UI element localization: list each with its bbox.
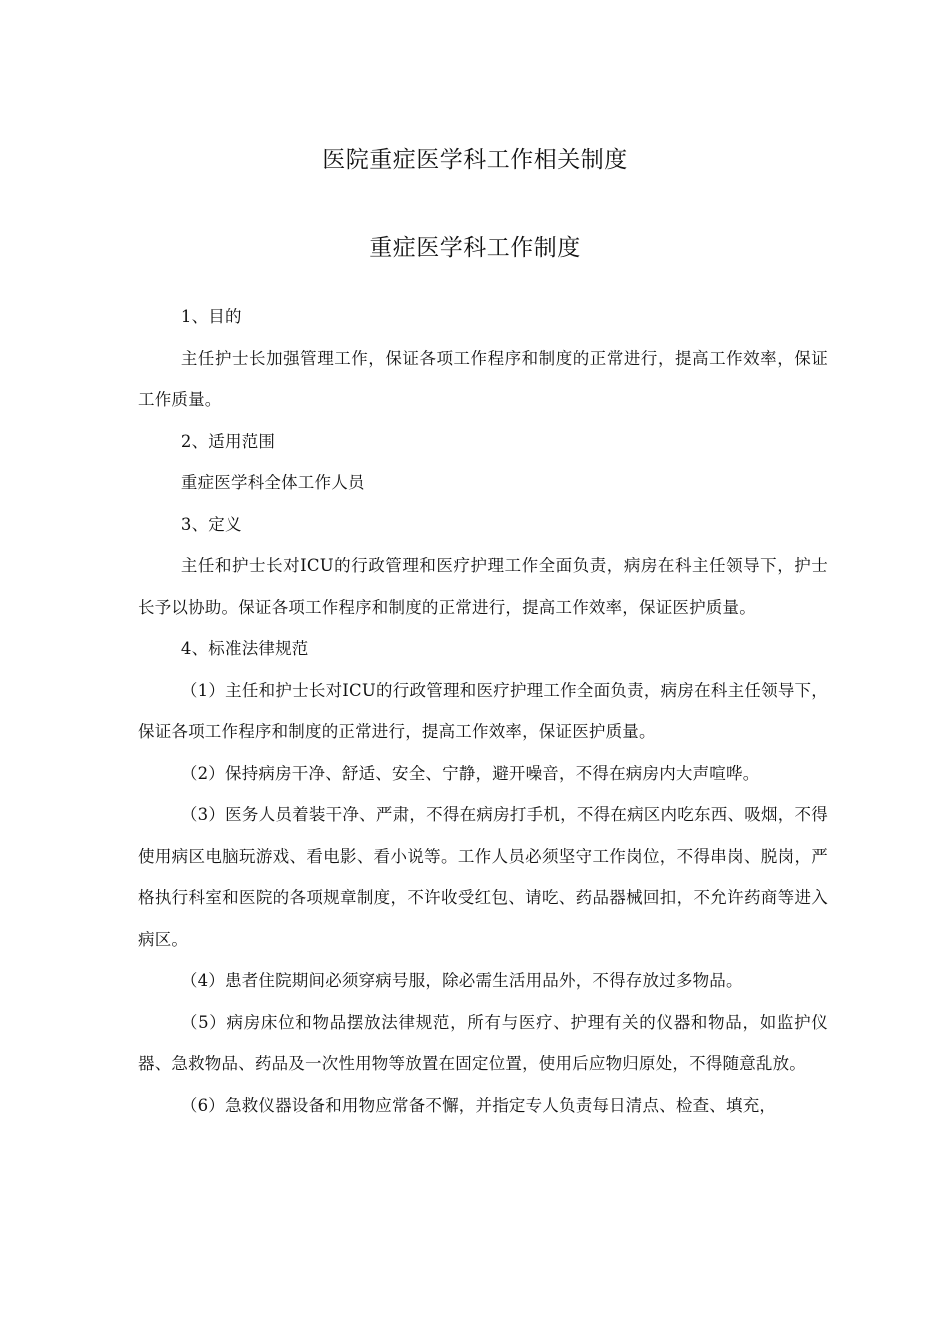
section-heading-standards: 4、标准法律规范 bbox=[180, 639, 309, 658]
paragraph-definition: 主任和护士长对ICU的行政管理和医疗护理工作全面负责，病房在科主任领导下，护士长予以协助。保证各项工作程序和制度的正常进行，提高工作效率，保证医护质量。 bbox=[138, 556, 828, 617]
rule-item-2: （2）保持病房干净、舒适、安全、宁静，避开噪音，不得在病房内大声喧哗。 bbox=[180, 763, 760, 783]
section-heading-scope: 2、适用范围 bbox=[180, 431, 276, 451]
rule-item-5: （5）病房床位和物品摆放法律规范，所有与医疗、护理有关的仪器和物品，如监护仪器、急救物品、药品及一次性用物等放置在固定位置，使用后应物归原处，不得随意乱放。 bbox=[138, 1012, 828, 1073]
document-subtitle: 重症医学科工作制度 bbox=[369, 235, 581, 261]
document-body bbox=[138, 296, 828, 1126]
rule-item-6: （6）急救仪器设备和用物应常备不懈，并指定专人负责每日清点、检查、填充， bbox=[180, 1095, 777, 1115]
rule-item-3: （3）医务人员着装干净、严肃，不得在病房打手机，不得在病区内吃东西、吸烟，不得使用病区电脑玩游戏、看电影、看小说等。工作人员必须坚守工作岗位，不得串岗、脱岗，严格执行科室和医院的各项规章制度，不许收受红包、请吃、药品器械回扣，不允许药商等进入病区。 bbox=[138, 805, 828, 949]
section-heading-definition: 3、定义 bbox=[180, 514, 242, 534]
paragraph-purpose: 主任护士长加强管理工作，保证各项工作程序和制度的正常进行，提高工作效率，保证工作质量。 bbox=[138, 348, 828, 409]
section-heading-purpose: 1、目的 bbox=[180, 307, 242, 326]
rule-item-4: （4）患者住院期间必须穿病号服，除必需生活用品外，不得存放过多物品。 bbox=[180, 971, 743, 990]
paragraph-scope: 重症医学科全体工作人员 bbox=[180, 473, 365, 492]
document-title: 医院重症医学科工作相关制度 bbox=[322, 147, 628, 173]
rule-item-1: （1）主任和护士长对ICU的行政管理和医疗护理工作全面负责，病房在科主任领导下，保证各项工作程序和制度的正常进行，提高工作效率，保证医护质量。 bbox=[138, 680, 828, 741]
